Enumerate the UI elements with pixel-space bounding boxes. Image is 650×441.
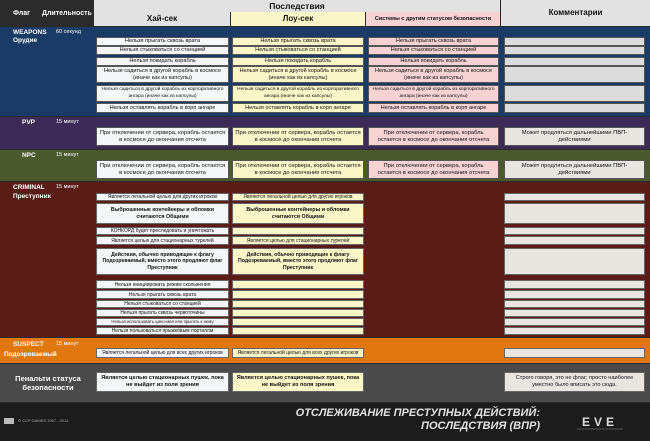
criminal-comment-9 <box>504 309 645 317</box>
weapons-highsec-row-6: Нельзя оставлять корабль в корп ангаре <box>96 103 229 113</box>
weapons-lowsec-row-4: Нельзя садиться в другой корабль в космосе (иначе как из капсулы) <box>232 66 364 83</box>
npc-highsec: При отключении от сервера, корабль остается в космосе до окончания отсчета <box>96 160 229 179</box>
eve-logo-mark <box>565 412 635 432</box>
criminal-lowsec-row-4: Является целью для стационарных турелей <box>232 236 364 245</box>
svg-text:EVE: EVE <box>581 415 619 429</box>
suspect-subtitle: Подозреваемый <box>4 351 57 358</box>
npc-duration: 15 минут <box>56 152 79 158</box>
criminal-title: CRIMINAL <box>13 184 45 191</box>
weapons-highsec-row-2: Нельзя стыковаться со станцией <box>96 46 229 55</box>
weapons-nullsec-row-1: Нельзя прыгать сквозь врата <box>368 37 499 46</box>
criminal-lowsec-row-1: Является легальной целью для других игроков <box>232 193 364 201</box>
criminal-subtitle: Преступник <box>13 193 51 200</box>
penalty-comment: Строго говоря, это не флаг; просто наиболее уместно было вписать это сюда. <box>504 372 645 392</box>
weapons-nullsec-row-4: Нельзя садиться в другой корабль в космосе (иначе как из капсулы) <box>368 66 499 83</box>
weapons-comment-6 <box>504 103 645 113</box>
weapons-subtitle: Орудие <box>13 37 38 44</box>
weapons-title: WEAPONS <box>13 29 47 36</box>
consequences-header: Последствия <box>94 0 500 12</box>
criminal-comment-10 <box>504 318 645 326</box>
criminal-lowsec-row-11 <box>232 327 364 335</box>
footer-title-2: ПОСЛЕДСТВИЯ (ВПР) <box>421 420 540 432</box>
nullsec-header: Системы с другим статусом безопасности <box>366 12 500 26</box>
weapons-lowsec-row-6: Нельзя оставлять корабль в корп ангаре <box>232 103 364 113</box>
criminal-lowsec-row-3 <box>232 227 364 235</box>
footer-title-1: ОТСЛЕЖИВАНИЕ ПРЕСТУПНЫХ ДЕЙСТВИЙ: <box>295 407 540 419</box>
criminal-highsec-row-9: Нельзя прыгать сквозь червоточины <box>96 309 229 317</box>
criminal-comment-7 <box>504 290 645 299</box>
criminal-highsec-row-10: Нельзя использовать цино-мая или прыгать к нему <box>96 318 229 326</box>
criminal-highsec-row-5: Действия, обычно приводящие к флагу Подозреваемый, вместо этого продляют флаг Преступник <box>96 248 229 275</box>
criminal-lowsec-row-10 <box>232 318 364 326</box>
weapons-comment-4 <box>504 66 645 83</box>
criminal-lowsec-row-5: Действия, обычно приводящие к флагу Подозреваемый, вместо этого продляют флаг Преступник <box>232 248 364 275</box>
weapons-lowsec-row-3: Нельзя покидать корабль <box>232 57 364 66</box>
criminal-highsec-row-2: Выброшенные контейнеры и обломки считаются Общими <box>96 203 229 224</box>
eve-logo <box>565 412 635 432</box>
criminal-highsec-row-7: Нельзя прыгать сквозь врата <box>96 290 229 299</box>
weapons-comment-5 <box>504 85 645 102</box>
criminal-comment-11 <box>504 327 645 335</box>
comments-header: Комментарии <box>501 0 650 26</box>
criminal-comment-2 <box>504 203 645 224</box>
weapons-lowsec-row-2: Нельзя стыковаться со станцией <box>232 46 364 55</box>
weapons-nullsec-row-5: Нельзя садиться в другой корабль из корпоративного ангара (иначе как из капсулы) <box>368 85 499 102</box>
lowsec-header: Лоу-сек <box>231 12 365 26</box>
criminal-duration: 15 минут <box>56 184 79 190</box>
criminal-comment-6 <box>504 280 645 289</box>
weapons-highsec-row-4: Нельзя садиться в другой корабль в космосе (иначе как из капсулы) <box>96 66 229 83</box>
pvp-lowsec: При отключении от сервера, корабль остается в космосе до окончания отсчета <box>232 127 364 146</box>
criminal-comment-3 <box>504 227 645 235</box>
pvp-nullsec: При отключении от сервера, корабль остается в космосе до окончания отсчета <box>368 127 499 146</box>
criminal-comment-5 <box>504 248 645 275</box>
weapons-lowsec-row-1: Нельзя прыгать сквозь врата <box>232 37 364 46</box>
ccp-logo <box>4 418 14 424</box>
weapons-nullsec-row-3: Нельзя покидать корабль <box>368 57 499 66</box>
criminal-highsec-row-1: Является легальной целью для других игроков <box>96 193 229 201</box>
criminal-comment-1 <box>504 193 645 201</box>
penalty-lowsec: Является целью стационарных пушек, пока не выйдет из поля зрения <box>232 372 364 392</box>
weapons-highsec-row-3: Нельзя покидать корабль <box>96 57 229 66</box>
criminal-comment-8 <box>504 300 645 308</box>
criminal-lowsec-row-9 <box>232 309 364 317</box>
weapons-duration: 60 секунд <box>56 29 81 35</box>
copyright: © CCP GAMES 1997 - 2012 <box>18 418 69 423</box>
penalty-title: Пенальти статуса безопасности <box>15 374 81 392</box>
penalty-highsec: Является целью стационарных пушек, пока не выйдет из поля зрения <box>96 372 229 392</box>
suspect-comment <box>504 348 645 358</box>
criminal-highsec-row-11: Нельзя пользоваться прыжковым порталом <box>96 327 229 335</box>
pvp-duration: 15 минут <box>56 119 79 125</box>
criminal-lowsec-row-7 <box>232 290 364 299</box>
npc-comment: Может продляться дальнейшими ПВП-действиями <box>504 160 645 179</box>
npc-nullsec: При отключении от сервера, корабль остается в космосе до окончания отсчета <box>368 160 499 179</box>
weapons-lowsec-row-5: Нельзя садиться в другой корабль из корпоративного ангара (иначе как из капсулы) <box>232 85 364 102</box>
weapons-comment-3 <box>504 57 645 66</box>
suspect-highsec: Является легальной целью для всех других игроков <box>96 348 229 358</box>
flag-header: Флаг <box>13 10 31 17</box>
criminal-comment-4 <box>504 236 645 245</box>
pvp-title: PVP <box>22 119 36 126</box>
criminal-highsec-row-3: КОНКОРД будет преследовать и уничтожать <box>96 227 229 235</box>
weapons-nullsec-row-6: Нельзя оставлять корабль в корп ангаре <box>368 103 499 113</box>
pvp-comment: Может продляться дальнейшими ПВП-действиями <box>504 127 645 146</box>
duration-header: Длительность <box>42 10 92 17</box>
weapons-highsec-row-5: Нельзя садиться в другой корабль из корпоративного ангара (иначе как из капсулы) <box>96 85 229 102</box>
suspect-lowsec: Является легальной целью для всех других игроков <box>232 348 364 358</box>
criminal-highsec-row-4: Является целью для стационарных турелей <box>96 236 229 245</box>
weapons-comment-2 <box>504 46 645 55</box>
highsec-header: Хай-сек <box>94 12 230 26</box>
suspect-duration: 15 минут <box>56 341 79 347</box>
criminal-lowsec-row-8 <box>232 300 364 308</box>
suspect-title: SUSPECT <box>13 341 44 348</box>
npc-lowsec: При отключении от сервера, корабль остается в космосе до окончания отсчета <box>232 160 364 179</box>
weapons-highsec-row-1: Нельзя прыгать сквозь врата <box>96 37 229 46</box>
criminal-lowsec-row-2: Выброшенные контейнеры и обломки считаются Общими <box>232 203 364 224</box>
criminal-highsec-row-6: Нельзя инициировать режим скольжения <box>96 280 229 289</box>
criminal-highsec-row-8: Нельзя стыковаться со станцией <box>96 300 229 308</box>
weapons-comment-1 <box>504 37 645 46</box>
weapons-nullsec-row-2: Нельзя стыковаться со станцией <box>368 46 499 55</box>
npc-title: NPC <box>22 152 36 159</box>
pvp-highsec: При отключении от сервера, корабль остается в космосе до окончания отсчета <box>96 127 229 146</box>
criminal-lowsec-row-6 <box>232 280 364 289</box>
